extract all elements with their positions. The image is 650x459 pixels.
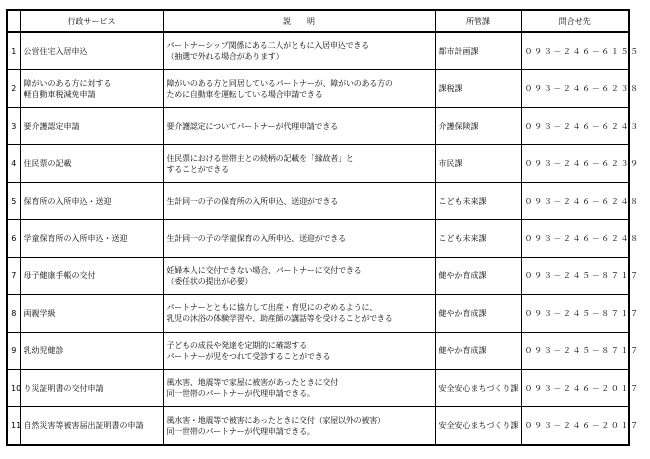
service-name — [20, 145, 163, 182]
description-line: 同一世帯のパートナーが代理申請できる。 — [166, 426, 315, 436]
service-name-line: り災証明書の交付申請 — [23, 383, 104, 393]
table-row — [7, 182, 629, 219]
description-line: 妊婦本人に交付できない場合、パートナーに交付できる — [166, 265, 362, 275]
department: 安全安心まちづくり課 — [435, 369, 521, 406]
table-row — [7, 369, 629, 406]
header-row — [7, 10, 629, 32]
service-name — [20, 407, 163, 445]
row-number: 1 — [7, 32, 20, 70]
service-name-line: 軽自動車税減免申請 — [23, 89, 96, 99]
row-number: 11 — [7, 407, 20, 445]
service-name — [20, 220, 163, 257]
department: 介護保険課 — [435, 107, 521, 144]
department: 市民課 — [435, 145, 521, 182]
header-department: 所管課 — [435, 10, 521, 32]
service-description — [163, 70, 435, 107]
service-name-line: 保育所の入所申込・送迎 — [23, 196, 112, 206]
service-name-line: 両親学級 — [23, 308, 56, 318]
description-line: パートナーシップ関係にある二人がともに入居申込できる — [166, 41, 369, 51]
header-contact: 問合せ先 — [521, 10, 629, 32]
description-line: ために自動車を運転している場合申請できる — [166, 89, 323, 99]
row-number: 8 — [7, 295, 20, 332]
department: 課税課 — [435, 70, 521, 107]
description-line: 風水害、地震等で家屋に被害があったときに交付 — [166, 378, 339, 388]
row-number: 5 — [7, 182, 20, 219]
contact-phone: ０９３－２４６－２０１７ — [521, 369, 629, 406]
department: 都市計画課 — [435, 32, 521, 70]
contact-phone: ０９３－２４６－６２４８ — [521, 220, 629, 257]
service-name — [20, 257, 163, 294]
table-row — [7, 32, 629, 70]
service-name — [20, 70, 163, 107]
contact-phone: ０９３－２４６－６１５５ — [521, 32, 629, 70]
service-name — [20, 332, 163, 369]
row-number: 10 — [7, 369, 20, 406]
row-number: 2 — [7, 70, 20, 107]
service-name-line: 自然災害等被害届出証明書の申請 — [23, 421, 144, 431]
description-line: 風水害・地震等で被害にあったときに交付（家屋以外の被害） — [166, 415, 385, 425]
service-description — [163, 407, 435, 445]
description-line: 生計同一の子の保育所の入所申込、送迎ができる — [166, 196, 339, 206]
department: 健やか育成課 — [435, 295, 521, 332]
contact-phone: ０９３－２４６－６２４３ — [521, 107, 629, 144]
service-name — [20, 107, 163, 144]
table-row — [7, 257, 629, 294]
description-line: 障がいのある方と同居しているパートナーが、障がいのある方の — [166, 78, 393, 88]
table-row — [7, 332, 629, 369]
department: こども未来課 — [435, 220, 521, 257]
description-line: （抽選で外れる場合があります） — [166, 52, 284, 62]
description-line: 同一世帯のパートナーが代理申請できる。 — [166, 389, 315, 399]
header-no — [7, 10, 20, 32]
description-line: 生計同一の子の学童保育の入所申込、送迎ができる — [166, 233, 346, 243]
description-line: 乳児の沐浴の体験学習や、助産師の講話等を受けることができる — [166, 314, 393, 324]
service-description — [163, 182, 435, 219]
row-number: 3 — [7, 107, 20, 144]
contact-phone: ０９３－２４５－８７１７ — [521, 295, 629, 332]
contact-phone: ０９３－２４５－８７１７ — [521, 257, 629, 294]
contact-phone: ０９３－２４６－６２３９ — [521, 145, 629, 182]
table-body — [7, 32, 640, 445]
service-name-line: 公営住宅入居申込 — [23, 46, 88, 56]
service-name — [20, 182, 163, 219]
contact-phone: ０９３－２４６－６２４８ — [521, 182, 629, 219]
service-description — [163, 145, 435, 182]
service-name-line: 母子健康手帳の交付 — [23, 271, 96, 281]
service-description — [163, 220, 435, 257]
row-number: 7 — [7, 257, 20, 294]
header-description: 説 明 — [163, 10, 435, 32]
service-description — [163, 332, 435, 369]
table-row — [7, 407, 629, 445]
contact-phone: ０９３－２４６－２０１７ — [521, 407, 629, 445]
row-number: 4 — [7, 145, 20, 182]
table-row — [7, 70, 629, 107]
service-name — [20, 32, 163, 70]
header-service: 行政サービス — [20, 10, 163, 32]
table-row — [7, 220, 629, 257]
contact-phone: ０９３－２４５－８７１７ — [521, 332, 629, 369]
service-name — [20, 295, 163, 332]
department: こども未来課 — [435, 182, 521, 219]
service-description — [163, 295, 435, 332]
description-line: 住民票における世帯主との続柄の記載を「縁故者」と — [166, 153, 354, 163]
service-name — [20, 369, 163, 406]
description-line: パートナーとともに協力して出産・育児にのぞめるように、 — [166, 303, 378, 313]
service-name-line: 住民票の記載 — [23, 159, 72, 169]
description-line: することができる — [166, 164, 229, 174]
description-line: 子どもの成長や発達を定期的に確認する — [166, 340, 307, 350]
table-row — [7, 145, 629, 182]
department: 健やか育成課 — [435, 332, 521, 369]
description-line: （委任状の提出が必要） — [166, 276, 253, 286]
row-number: 9 — [7, 332, 20, 369]
description-line: 要介護認定についてパートナーが代理申請できる — [166, 121, 338, 131]
table-row — [7, 107, 629, 144]
service-description — [163, 107, 435, 144]
service-name-line: 学童保育所の入所申込・送迎 — [23, 233, 128, 243]
service-description — [163, 32, 435, 70]
service-name-line: 乳幼児健診 — [23, 346, 64, 356]
table-row — [7, 295, 629, 332]
row-number: 6 — [7, 220, 20, 257]
department: 安全安心まちづくり課 — [435, 407, 521, 445]
service-name-line: 障がいのある方に対する — [23, 78, 112, 88]
service-description — [163, 369, 435, 406]
contact-phone: ０９３－２４６－６２３８ — [521, 70, 629, 107]
service-name-line: 要介護認定申請 — [23, 121, 80, 131]
service-description — [163, 257, 435, 294]
services-table — [6, 9, 640, 446]
department: 健やか育成課 — [435, 257, 521, 294]
description-line: パートナーが児をつれて受診することができる — [166, 351, 331, 361]
